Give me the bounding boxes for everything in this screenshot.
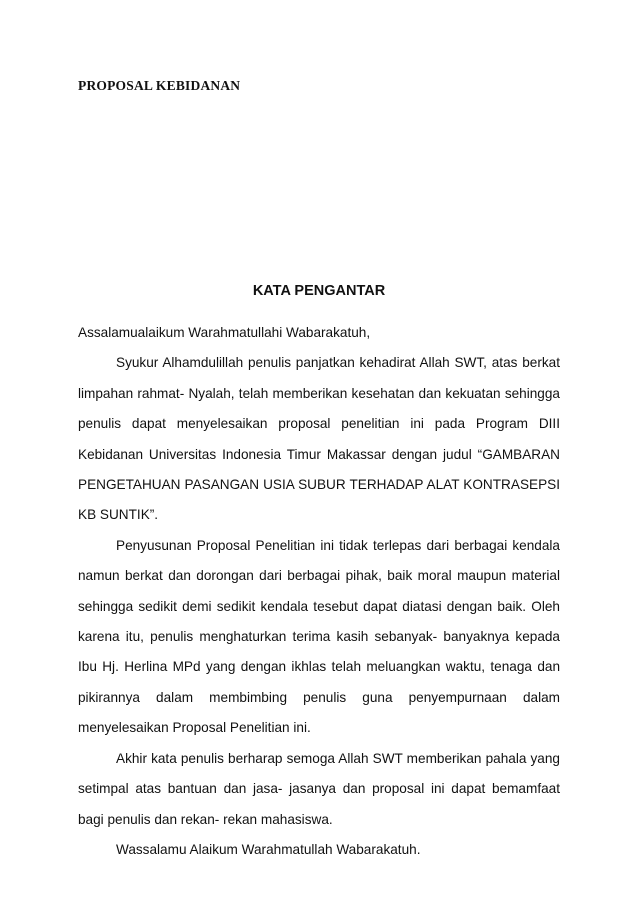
body-paragraph: Syukur Alhamdulillah penulis panjatkan kehadirat Allah SWT, atas berkat limpahan rahmat- Nyalah, telah memberikan kesehatan dan kekuatan sehingga penulis dapat menyelesaikan proposal penelitian ini pada Program DIII Kebidanan Universitas Indonesia Timur Makassar dengan judul “GAMBARAN PENGETAHUAN PASANGAN USIA SUBUR TERHADAP ALAT KONTRASEPSI KB SUNTIK”.	[78, 355, 560, 523]
document-title: PROPOSAL KEBIDANAN	[78, 78, 241, 93]
body-paragraph: Penyusunan Proposal Penelitian ini tidak terlepas dari berbagai kendala namun berkat dan dorongan dari berbagai pihak, baik moral maupun material sehingga sedikit demi sedikit kendala tesebut dapat diatasi dengan baik. Oleh karena itu, penulis menghaturkan terima kasih sebanyak- banyaknya kepada Ibu Hj. Herlina MPd yang dengan ikhlas telah meluangkan waktu, tenaga dan pikirannya dalam membimbing penulis guna penyempurnaan dalam menyelesaikan Proposal Penelitian ini.	[78, 537, 560, 736]
section-heading: KATA PENGANTAR	[252, 283, 386, 299]
greeting-paragraph: Assalamualaikum Warahmatullahi Wabarakatuh,	[78, 325, 371, 340]
body-text	[78, 318, 560, 865]
body-paragraph: Akhir kata penulis berharap semoga Allah SWT memberikan pahala yang setimpal atas bantuan dan jasa- jasanya dan proposal ini dapat bemamfaat bagi penulis dan rekan- rekan mahasiswa.	[78, 750, 560, 827]
closing-paragraph: Wassalamu Alaikum Warahmatullah Wabarakatuh.	[116, 841, 421, 857]
